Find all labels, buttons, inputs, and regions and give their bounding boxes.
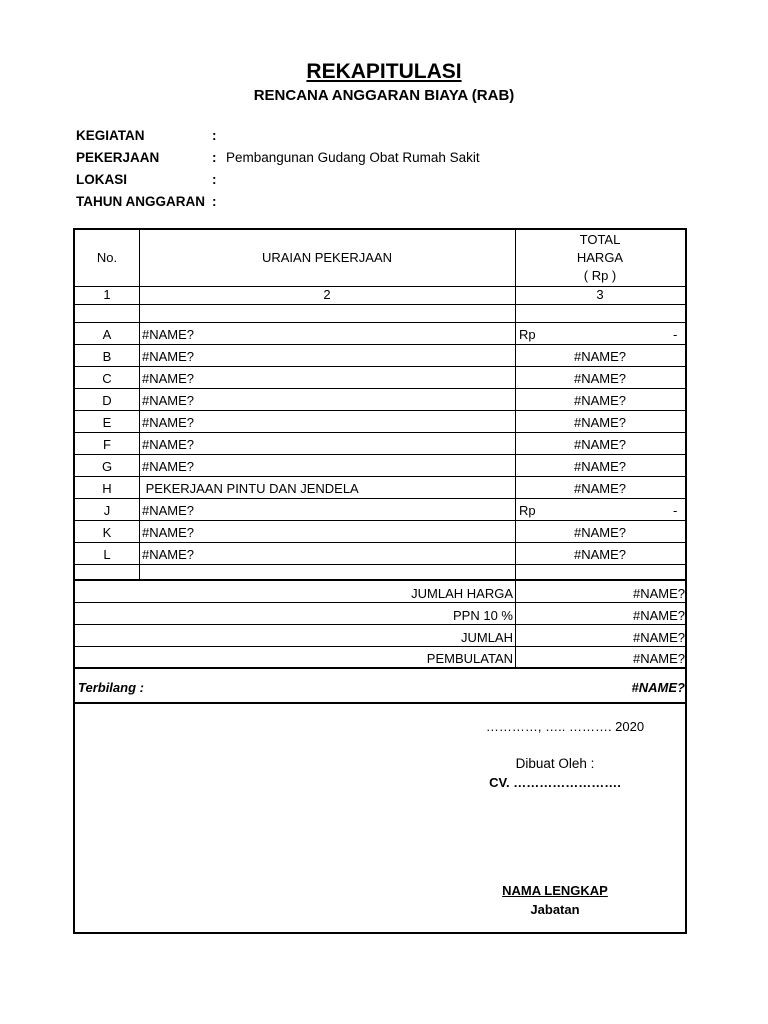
row-code: G — [101, 459, 113, 474]
info-colon-lokasi: : — [212, 172, 217, 187]
row-code: H — [102, 481, 112, 496]
row-value: #NAME? — [573, 393, 627, 408]
row-desc: #NAME? — [142, 415, 195, 430]
header-total: TOTAL — [579, 232, 621, 247]
summary-value-jumlah-harga: #NAME? — [632, 586, 685, 601]
row-value: #NAME? — [573, 349, 627, 364]
row-rp: Rp — [519, 327, 536, 342]
header-no: No. — [96, 250, 118, 265]
document-subtitle: RENCANA ANGGARAN BIAYA (RAB) — [253, 87, 515, 104]
row-divider — [75, 432, 685, 433]
row-code: B — [102, 349, 112, 364]
row-code: E — [102, 415, 112, 430]
row-divider — [75, 646, 685, 647]
row-desc: #NAME? — [142, 525, 195, 540]
row-value: #NAME? — [573, 371, 627, 386]
row-value: #NAME? — [573, 525, 627, 540]
terbilang-label: Terbilang : — [78, 680, 144, 695]
row-divider — [75, 454, 685, 455]
info-label-kegiatan: KEGIATAN — [76, 128, 145, 143]
row-dash: - — [673, 327, 678, 342]
signature-name: NAMA LENGKAP — [502, 883, 608, 898]
row-rp: Rp — [519, 503, 536, 518]
row-desc: #NAME? — [142, 371, 195, 386]
row-desc: #NAME? — [142, 503, 195, 518]
row-dash: - — [673, 503, 678, 518]
col-number-1: 1 — [103, 287, 111, 302]
info-label-pekerjaan: PEKERJAAN — [76, 150, 160, 165]
signature-made-by: Dibuat Oleh : — [515, 756, 595, 771]
row-code: C — [102, 371, 112, 386]
signature-company: CV. ……………………. — [489, 775, 621, 790]
summary-divider — [75, 579, 685, 581]
terbilang-divider — [75, 667, 685, 669]
info-colon-tahun-anggaran: : — [212, 194, 217, 209]
row-divider — [75, 498, 685, 499]
header-harga: HARGA — [576, 250, 624, 265]
row-divider — [75, 602, 685, 603]
summary-value-ppn: #NAME? — [632, 608, 685, 623]
row-desc: #NAME? — [142, 437, 195, 452]
row-code: D — [102, 393, 112, 408]
row-divider — [75, 322, 685, 323]
row-value: #NAME? — [573, 481, 627, 496]
row-value: #NAME? — [573, 547, 627, 562]
row-divider — [75, 304, 685, 305]
summary-label-jumlah-harga: JUMLAH HARGA — [411, 586, 513, 601]
terbilang-value: #NAME? — [631, 680, 685, 695]
col-number-3: 3 — [596, 287, 604, 302]
info-value-pekerjaan: Pembangunan Gudang Obat Rumah Sakit — [226, 150, 480, 165]
info-colon-pekerjaan: : — [212, 150, 217, 165]
row-code: F — [103, 437, 111, 452]
row-desc: #NAME? — [142, 547, 195, 562]
row-divider — [75, 286, 685, 287]
row-value: #NAME? — [573, 437, 627, 452]
info-label-lokasi: LOKASI — [76, 172, 128, 187]
summary-label-pembulatan: PEMBULATAN — [426, 651, 513, 666]
row-value: #NAME? — [573, 459, 627, 474]
col-number-2: 2 — [323, 287, 331, 302]
row-desc: #NAME? — [142, 349, 195, 364]
row-code: J — [103, 503, 111, 518]
header-rp: ( Rp ) — [583, 268, 617, 283]
summary-label-jumlah: JUMLAH — [460, 630, 513, 645]
rab-table — [73, 228, 687, 934]
signature-position: Jabatan — [530, 902, 580, 917]
info-label-tahun-anggaran: TAHUN ANGGARAN — [76, 194, 205, 209]
signature-date: …………, ….. ………. 2020 — [485, 719, 645, 734]
row-divider — [75, 410, 685, 411]
row-code: L — [103, 547, 111, 562]
row-desc: #NAME? — [142, 393, 195, 408]
info-colon-kegiatan: : — [212, 128, 217, 143]
summary-value-pembulatan: #NAME? — [632, 651, 685, 666]
summary-label-ppn: PPN 10 % — [453, 608, 513, 623]
col-divider-no — [139, 230, 140, 579]
row-divider — [75, 476, 685, 477]
row-code: A — [102, 327, 112, 342]
row-desc: #NAME? — [142, 327, 195, 342]
signature-divider — [75, 702, 685, 704]
row-divider — [75, 366, 685, 367]
row-code: K — [102, 525, 112, 540]
row-desc: #NAME? — [142, 459, 195, 474]
row-divider — [75, 542, 685, 543]
header-uraian: URAIAN PEKERJAAN — [261, 250, 393, 265]
document-title: REKAPITULASI — [306, 60, 462, 83]
row-desc: PEKERJAAN PINTU DAN JENDELA — [142, 481, 359, 496]
row-divider — [75, 344, 685, 345]
row-divider — [75, 624, 685, 625]
row-divider — [75, 520, 685, 521]
row-value: #NAME? — [573, 415, 627, 430]
row-divider — [75, 564, 685, 565]
summary-value-jumlah: #NAME? — [632, 630, 685, 645]
row-divider — [75, 388, 685, 389]
